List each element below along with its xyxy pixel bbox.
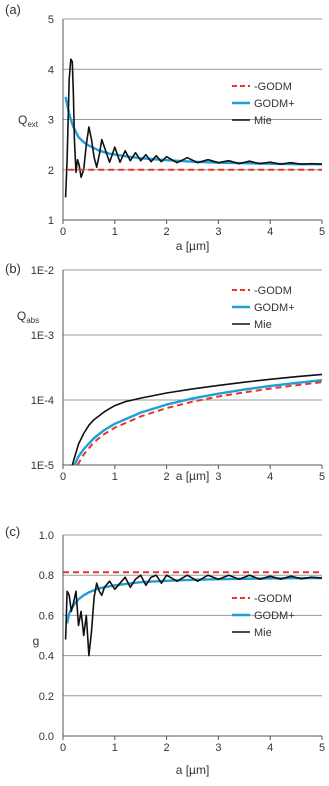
x-tick-label: 4	[267, 742, 274, 754]
x-tick-label: 4	[267, 471, 274, 483]
x-tick-label: 5	[318, 471, 326, 483]
x-tick-label: 0	[59, 742, 67, 754]
y-tick-label: 1E-5	[30, 460, 54, 472]
y-axis-label	[17, 309, 39, 325]
y-tick-label: 0.6	[38, 610, 54, 623]
x-tick-label: 2	[163, 471, 170, 483]
panel-label: (c)	[5, 524, 21, 539]
x-tick-label: 2	[163, 742, 170, 754]
x-tick-label: 1	[111, 471, 118, 483]
legend-label: Mie	[254, 115, 272, 127]
y-axis-label-main: Q	[16, 309, 27, 323]
y-tick-label: 4	[47, 64, 54, 77]
legend-label: GODM+	[254, 98, 295, 110]
x-axis-label: a [µm]	[175, 239, 210, 253]
y-axis-label	[33, 634, 40, 648]
x-tick-label: 5	[318, 742, 326, 754]
x-tick-label: 3	[215, 742, 222, 754]
series-line-mie	[66, 59, 322, 197]
legend-label: -GODM	[254, 81, 292, 93]
legend-label: GODM+	[254, 302, 295, 314]
x-tick-label: 4	[267, 226, 274, 238]
y-tick-label: 0.4	[38, 650, 54, 663]
legend-label: Mie	[254, 627, 272, 639]
y-tick-label: 1E-2	[30, 265, 54, 277]
chart-panel-1	[5, 2, 325, 253]
x-axis-label: a [µm]	[175, 469, 210, 483]
chart-panel-3	[5, 524, 325, 777]
y-tick-label: 1E-4	[30, 395, 54, 407]
legend	[232, 81, 295, 127]
y-tick-label: 1	[47, 215, 54, 227]
x-tick-label: 1	[111, 742, 118, 754]
x-axis-label: a [µm]	[175, 763, 210, 777]
legend-label: Mie	[254, 319, 272, 331]
y-axis-label-main: Q	[17, 113, 28, 127]
x-tick-label: 5	[318, 226, 326, 238]
y-axis-label-subscript: abs	[26, 316, 40, 325]
y-tick-label: 3	[47, 114, 54, 127]
y-tick-label: 0.0	[38, 731, 54, 743]
x-tick-label: 1	[111, 226, 118, 238]
x-tick-label: 3	[215, 471, 222, 483]
y-tick-label: 5	[47, 14, 54, 26]
y-axis-label-main: g	[32, 634, 40, 648]
x-tick-label: 3	[215, 226, 222, 238]
legend	[232, 593, 295, 639]
y-tick-label: 1.0	[38, 530, 54, 542]
y-tick-label: 1E-3	[30, 330, 54, 342]
y-tick-label: 0.8	[38, 570, 54, 583]
chart-panel-2	[5, 261, 325, 483]
x-tick-label: 0	[59, 226, 67, 238]
y-tick-label: 0.2	[38, 690, 54, 703]
legend	[232, 285, 295, 331]
y-tick-label: 2	[47, 164, 54, 177]
x-tick-label: 0	[59, 471, 67, 483]
legend-label: GODM+	[254, 610, 295, 622]
y-axis-label-subscript: ext	[27, 120, 39, 129]
x-tick-label: 2	[163, 226, 170, 238]
y-axis-label	[18, 113, 39, 129]
legend-label: -GODM	[254, 593, 292, 605]
panel-label: (b)	[5, 261, 21, 276]
series-line-godm-plus	[74, 380, 322, 465]
legend-label: -GODM	[254, 285, 292, 297]
panel-label: (a)	[5, 2, 21, 17]
series-line-mie	[72, 374, 322, 465]
